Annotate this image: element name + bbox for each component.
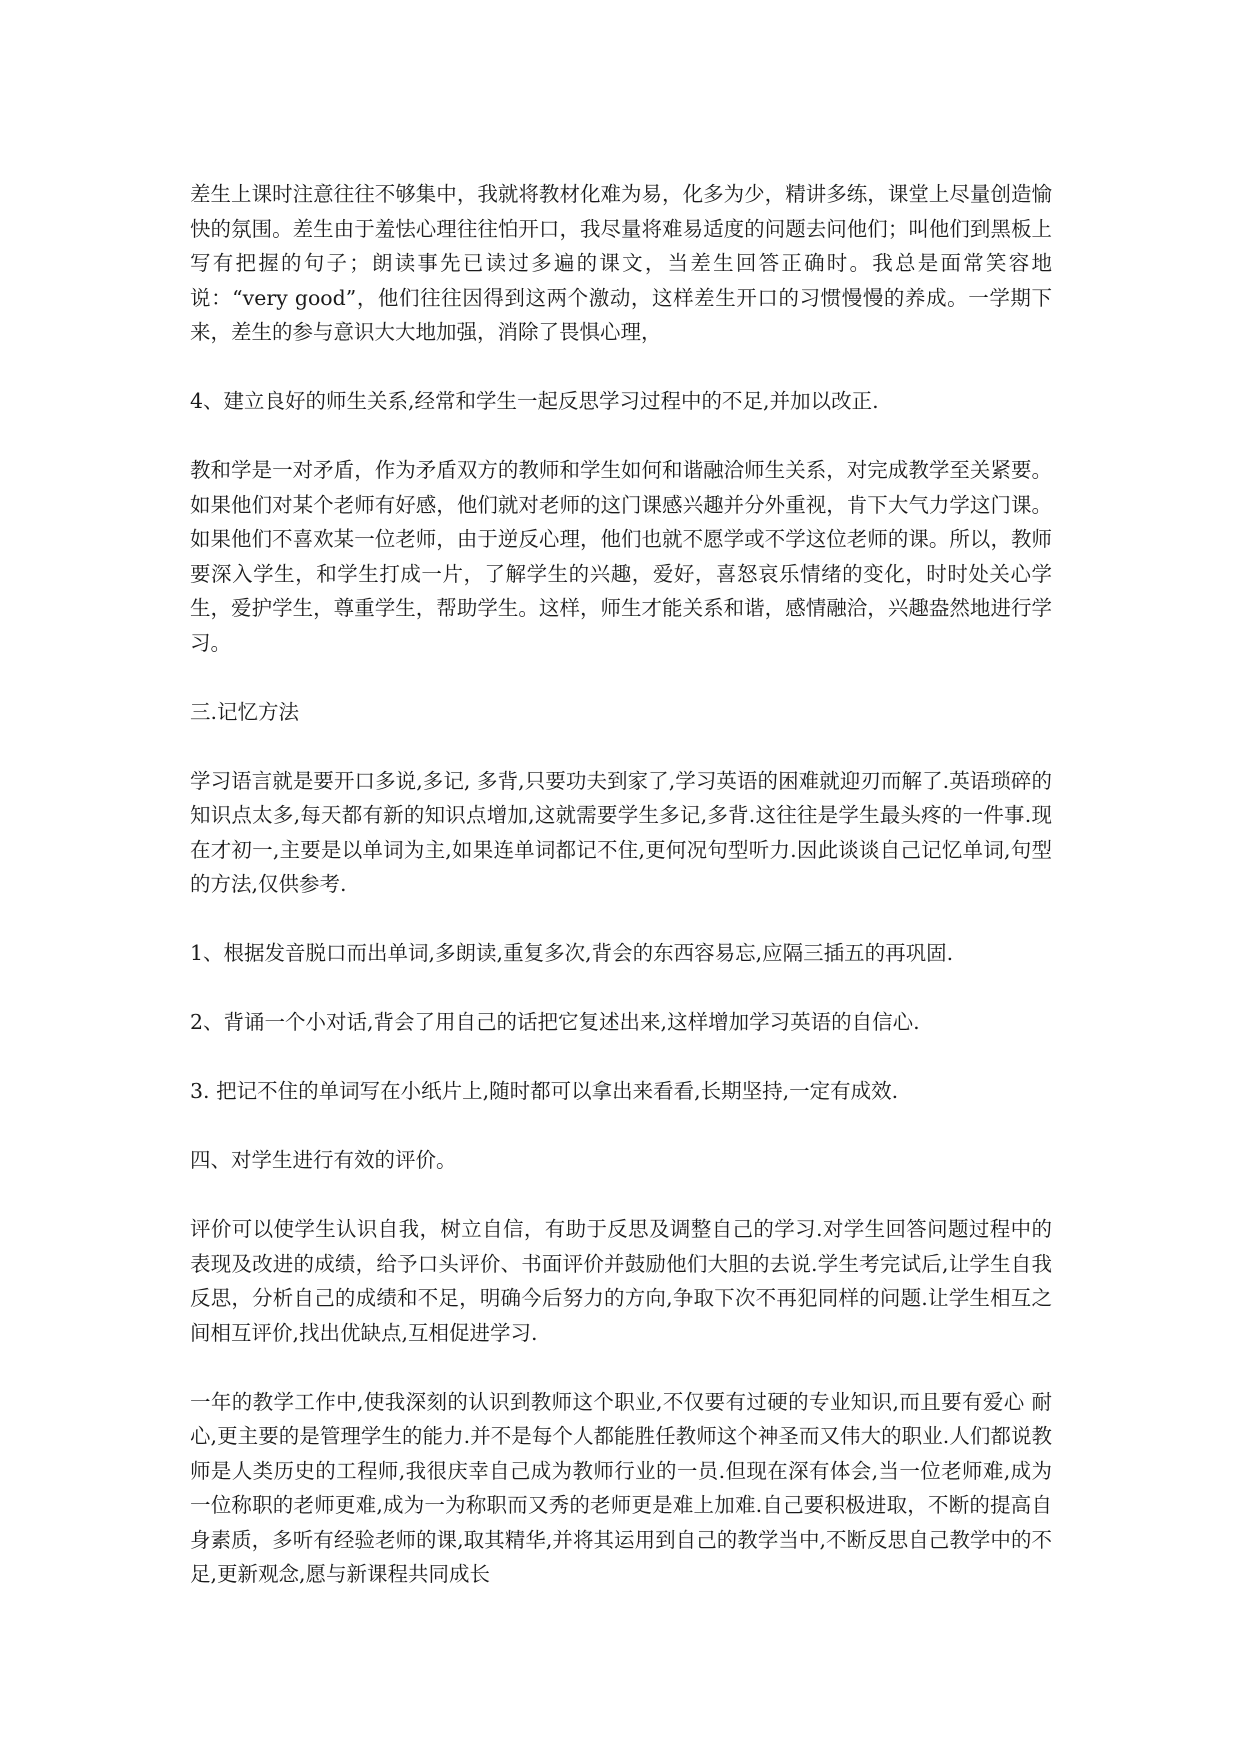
paragraph-underperforming-students: 差生上课时注意往往不够集中，我就将教材化难为易，化多为少，精讲多练，课堂上尽量创造愉快的氛围。差生由于羞怯心理往往怕开口，我尽量将难易适度的问题去问他们；叫他们到黑板上写有把握的句子；朗读事先已读过多遍的课文，当差生回答正确时。我总是面常笑容地说：“very good”，他们往往因得到这两个激动，这样差生开口的习惯慢慢的养成。一学期下来，差生的参与意识大大地加强，消除了畏惧心理， [190, 182, 1052, 344]
list-item-method-1: 1、根据发音脱口而出单词,多朗读,重复多次,背会的东西容易忘,应隔三插五的再巩固. [190, 941, 954, 965]
list-item-method-3: 3. 把记不住的单词写在小纸片上,随时都可以拿出来看看,长期坚持,一定有成效. [190, 1079, 899, 1103]
section-heading-memory-methods: 三.记忆方法 [190, 699, 300, 724]
paragraph-teacher-student-relationship: 教和学是一对矛盾，作为矛盾双方的教师和学生如何和谐融洽师生关系，对完成教学至关紧要。如果他们对某个老师有好感，他们就对老师的这门课感兴趣并分外重视，肯下大气力学这门课。如果他们不喜欢某一位老师，由于逆反心理，他们也就不愿学或不学这位老师的课。所以，教师要深入学生，和学生打成一片，了解学生的兴趣，爱好，喜怒哀乐情绪的变化，时时处关心学生，爱护学生，尊重学生，帮助学生。这样，师生才能关系和谐，感情融洽，兴趣盎然地进行学习。 [190, 458, 1052, 655]
section-heading-evaluation: 四、对学生进行有效的评价。 [190, 1148, 457, 1172]
document-body [190, 177, 1052, 1592]
paragraph-evaluation: 评价可以使学生认识自我，树立自信，有助于反思及调整自己的学习.对学生回答问题过程中的表现及改进的成绩，给予口头评价、书面评价并鼓励他们大胆的去说.学生考完试后,让学生自我反思，分析自己的成绩和不足，明确今后努力的方向,争取下次不再犯同样的问题.让学生相互之间相互评价,找出优缺点,互相促进学习. [190, 1217, 1052, 1345]
paragraph-conclusion: 一年的教学工作中,使我深刻的认识到教师这个职业,不仅要有过硬的专业知识,而且要有爱心 耐心,更主要的是管理学生的能力.并不是每个人都能胜任教师这个神圣而又伟大的职业.人们都说教师是人类历史的工程师,我很庆幸自己成为教师行业的一员.但现在深有体会,当一位老师难,成为一位称职的老师更难,成为一为称职而又秀的老师更是难上加难.自己要积极进取，不断的提高自身素质，多听有经验老师的课,取其精华,并将其运用到自己的教学当中,不断反思自己教学中的不足,更新观念,愿与新课程共同成长 [190, 1389, 1052, 1586]
paragraph-memory-methods: 学习语言就是要开口多说,多记, 多背,只要功夫到家了,学习英语的困难就迎刃而解了.英语琐碎的知识点太多,每天都有新的知识点增加,这就需要学生多记,多背.这往往是学生最头疼的一件事.现在才初一,主要是以单词为主,如果连单词都记不住,更何况句型听力.因此谈谈自己记忆单词,句型的方法,仅供参考. [190, 768, 1052, 896]
list-item-method-2: 2、背诵一个小对话,背会了用自己的话把它复述出来,这样增加学习英语的自信心. [190, 1010, 920, 1034]
paragraph-heading-teacher-student-relationship: 4、建立良好的师生关系,经常和学生一起反思学习过程中的不足,并加以改正. [190, 389, 879, 413]
